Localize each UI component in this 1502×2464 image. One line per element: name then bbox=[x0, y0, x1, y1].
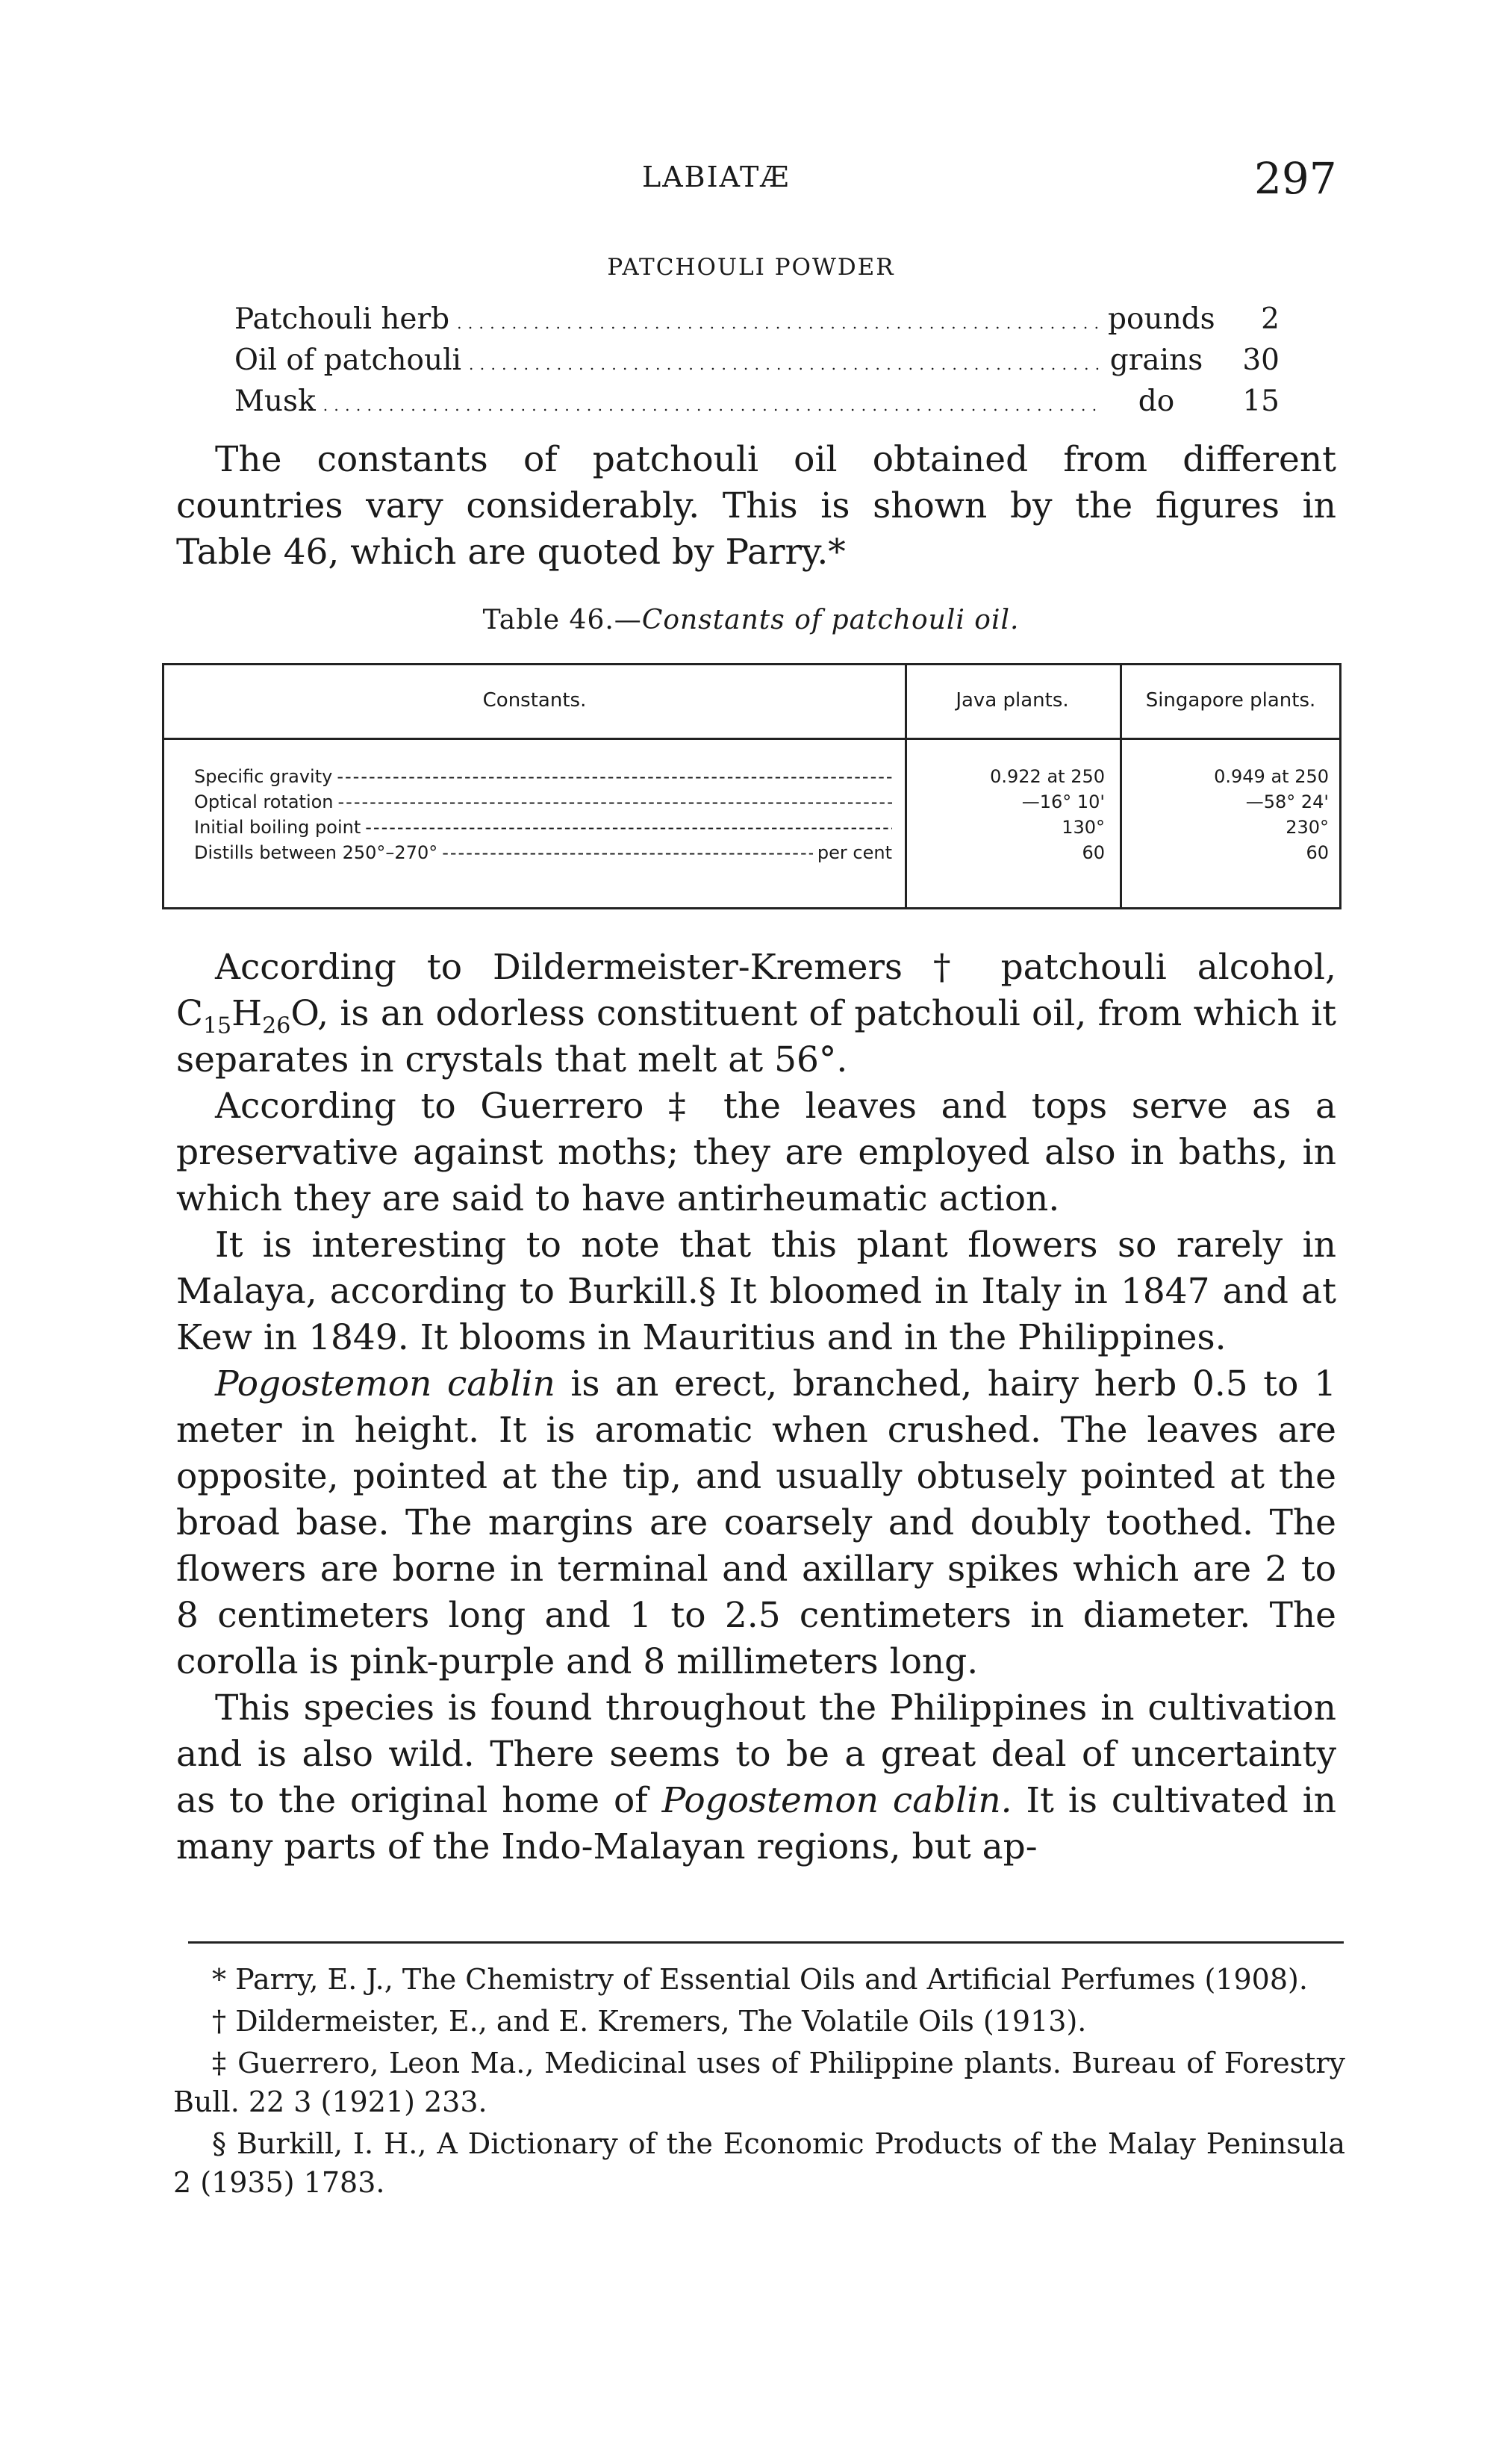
footnote: † Dildermeister, E., and E. Kremers, The Volatile Oils (1913). bbox=[212, 2005, 1087, 2038]
singapore-value: 0.949 at 250 bbox=[1214, 766, 1329, 787]
recipe-ingredient: Patchouli herb bbox=[234, 302, 450, 336]
table-header-row bbox=[164, 665, 1339, 740]
page-number: 297 bbox=[1254, 153, 1337, 204]
recipe-unit: grains bbox=[1109, 343, 1203, 377]
recipe-list bbox=[234, 302, 1280, 426]
row-label: Distills between 250°–270° bbox=[194, 842, 438, 863]
recipe-unit: do bbox=[1138, 385, 1175, 418]
text-run: O, is an odorless constituent of patchouli oil, from which it separates in crystals that melt at 56°. bbox=[176, 993, 1336, 1080]
species-name: Pogostemon cablin. bbox=[661, 1780, 1012, 1821]
recipe-quantity: 15 bbox=[1242, 385, 1280, 418]
leader-dashes bbox=[365, 817, 892, 838]
recipe-row bbox=[234, 343, 1280, 385]
paragraph: According to Guerrero ‡ the leaves and tops serve as a preservative against moths; they are employed also in baths, in which they are said to have antirheumatic action. bbox=[176, 1086, 1336, 1219]
constants-table bbox=[162, 663, 1341, 909]
java-value: 0.922 at 250 bbox=[990, 766, 1105, 787]
leader-dashes bbox=[338, 791, 892, 812]
leader-dots bbox=[457, 302, 1100, 336]
row-label: Initial boiling point bbox=[194, 817, 361, 838]
singapore-value: 230° bbox=[1286, 817, 1329, 838]
recipe-ingredient: Oil of patchouli bbox=[234, 343, 462, 377]
leader-dots bbox=[323, 385, 1100, 418]
footnotes bbox=[173, 1960, 1345, 2205]
text-run: According to Dildermeister-Kremers † patchouli alcohol, C bbox=[176, 947, 1336, 1034]
header-java: Java plants. bbox=[956, 689, 1069, 712]
text-run: is an erect, branched, hairy herb 0.5 to 1 meter in height. It is aromatic when crushed. The leaves are opposite, pointed at the tip, and usually obtusely pointed at the broad base. The margins are coarsely and doubly toothed. The flowers are borne in terminal and axillary spikes which are 2 to 8 centimeters long and 1 to 2.5 centimeters in diameter. The corolla is pink-purple and 8 millimeters long. bbox=[176, 1363, 1336, 1682]
text-run: It is cultivated in many parts of the Indo-Malayan regions, but ap- bbox=[176, 1780, 1337, 1867]
paragraph bbox=[176, 1361, 1336, 1685]
recipe-row bbox=[234, 302, 1280, 343]
java-value: 60 bbox=[1082, 842, 1105, 863]
intro-text: The constants of patchouli oil obtained from different countries vary considerably. This is shown by the figures in Table 46, which are quoted by Parry.* bbox=[176, 439, 1336, 573]
paragraph bbox=[176, 1685, 1336, 1870]
footnote-rule bbox=[188, 1941, 1344, 1944]
table-caption-title: Constants of patchouli oil. bbox=[641, 605, 1020, 635]
text-run: H bbox=[231, 993, 263, 1034]
footnote: * Parry, E. J., The Chemistry of Essential Oils and Artificial Perfumes (1908). bbox=[212, 1963, 1308, 1996]
species-name: Pogostemon cablin bbox=[215, 1363, 555, 1404]
singapore-value: 60 bbox=[1306, 842, 1329, 863]
recipe-quantity: 30 bbox=[1242, 343, 1280, 377]
recipe-ingredient: Musk bbox=[234, 385, 316, 418]
table-caption-prefix: Table 46.— bbox=[482, 605, 642, 635]
intro-paragraph bbox=[176, 437, 1336, 576]
leader-dashes bbox=[337, 766, 892, 787]
footnote: ‡ Guerrero, Leon Ma., Medicinal uses of Philippine plants. Bureau of Forestry Bull. 22 3 (1921) 233. bbox=[173, 2047, 1345, 2118]
recipe-title: PATCHOULI POWDER bbox=[607, 254, 895, 281]
subscript: 15 bbox=[202, 1012, 232, 1039]
paragraph bbox=[176, 945, 1336, 1083]
java-value: —16° 10' bbox=[1021, 791, 1105, 812]
paragraph: It is interesting to note that this plant flowers so rarely in Malaya, according to Burkill.§ It bloomed in Italy in 1847 and at Kew in 1849. It blooms in Mauritius and in the Philippines. bbox=[176, 1225, 1336, 1358]
recipe-row bbox=[234, 385, 1280, 426]
table-row bbox=[164, 791, 1339, 817]
row-unit: per cent bbox=[817, 842, 892, 863]
footnote: § Burkill, I. H., A Dictionary of the Economic Products of the Malay Peninsula 2 (1935) 1783. bbox=[173, 2127, 1345, 2199]
row-label: Optical rotation bbox=[194, 791, 334, 812]
leader-dashes bbox=[442, 842, 813, 863]
table-caption bbox=[0, 605, 1502, 635]
java-value: 130° bbox=[1062, 817, 1105, 838]
header-constants: Constants. bbox=[482, 689, 587, 712]
body-text bbox=[176, 945, 1336, 1870]
singapore-value: —58° 24' bbox=[1245, 791, 1329, 812]
recipe-unit: pounds bbox=[1108, 302, 1215, 336]
subscript: 26 bbox=[262, 1012, 291, 1039]
table-row bbox=[164, 766, 1339, 791]
recipe-quantity: 2 bbox=[1261, 302, 1280, 336]
table-row bbox=[164, 842, 1339, 868]
leader-dots bbox=[469, 343, 1100, 377]
row-label: Specific gravity bbox=[194, 766, 333, 787]
table-row bbox=[164, 817, 1339, 842]
running-head: LABIATÆ bbox=[642, 161, 791, 193]
header-singapore: Singapore plants. bbox=[1145, 689, 1316, 712]
text-run: This species is found throughout the Philippines in cultivation and is also wild. There seems to be a great deal of uncertainty as to the original home of bbox=[176, 1687, 1336, 1821]
